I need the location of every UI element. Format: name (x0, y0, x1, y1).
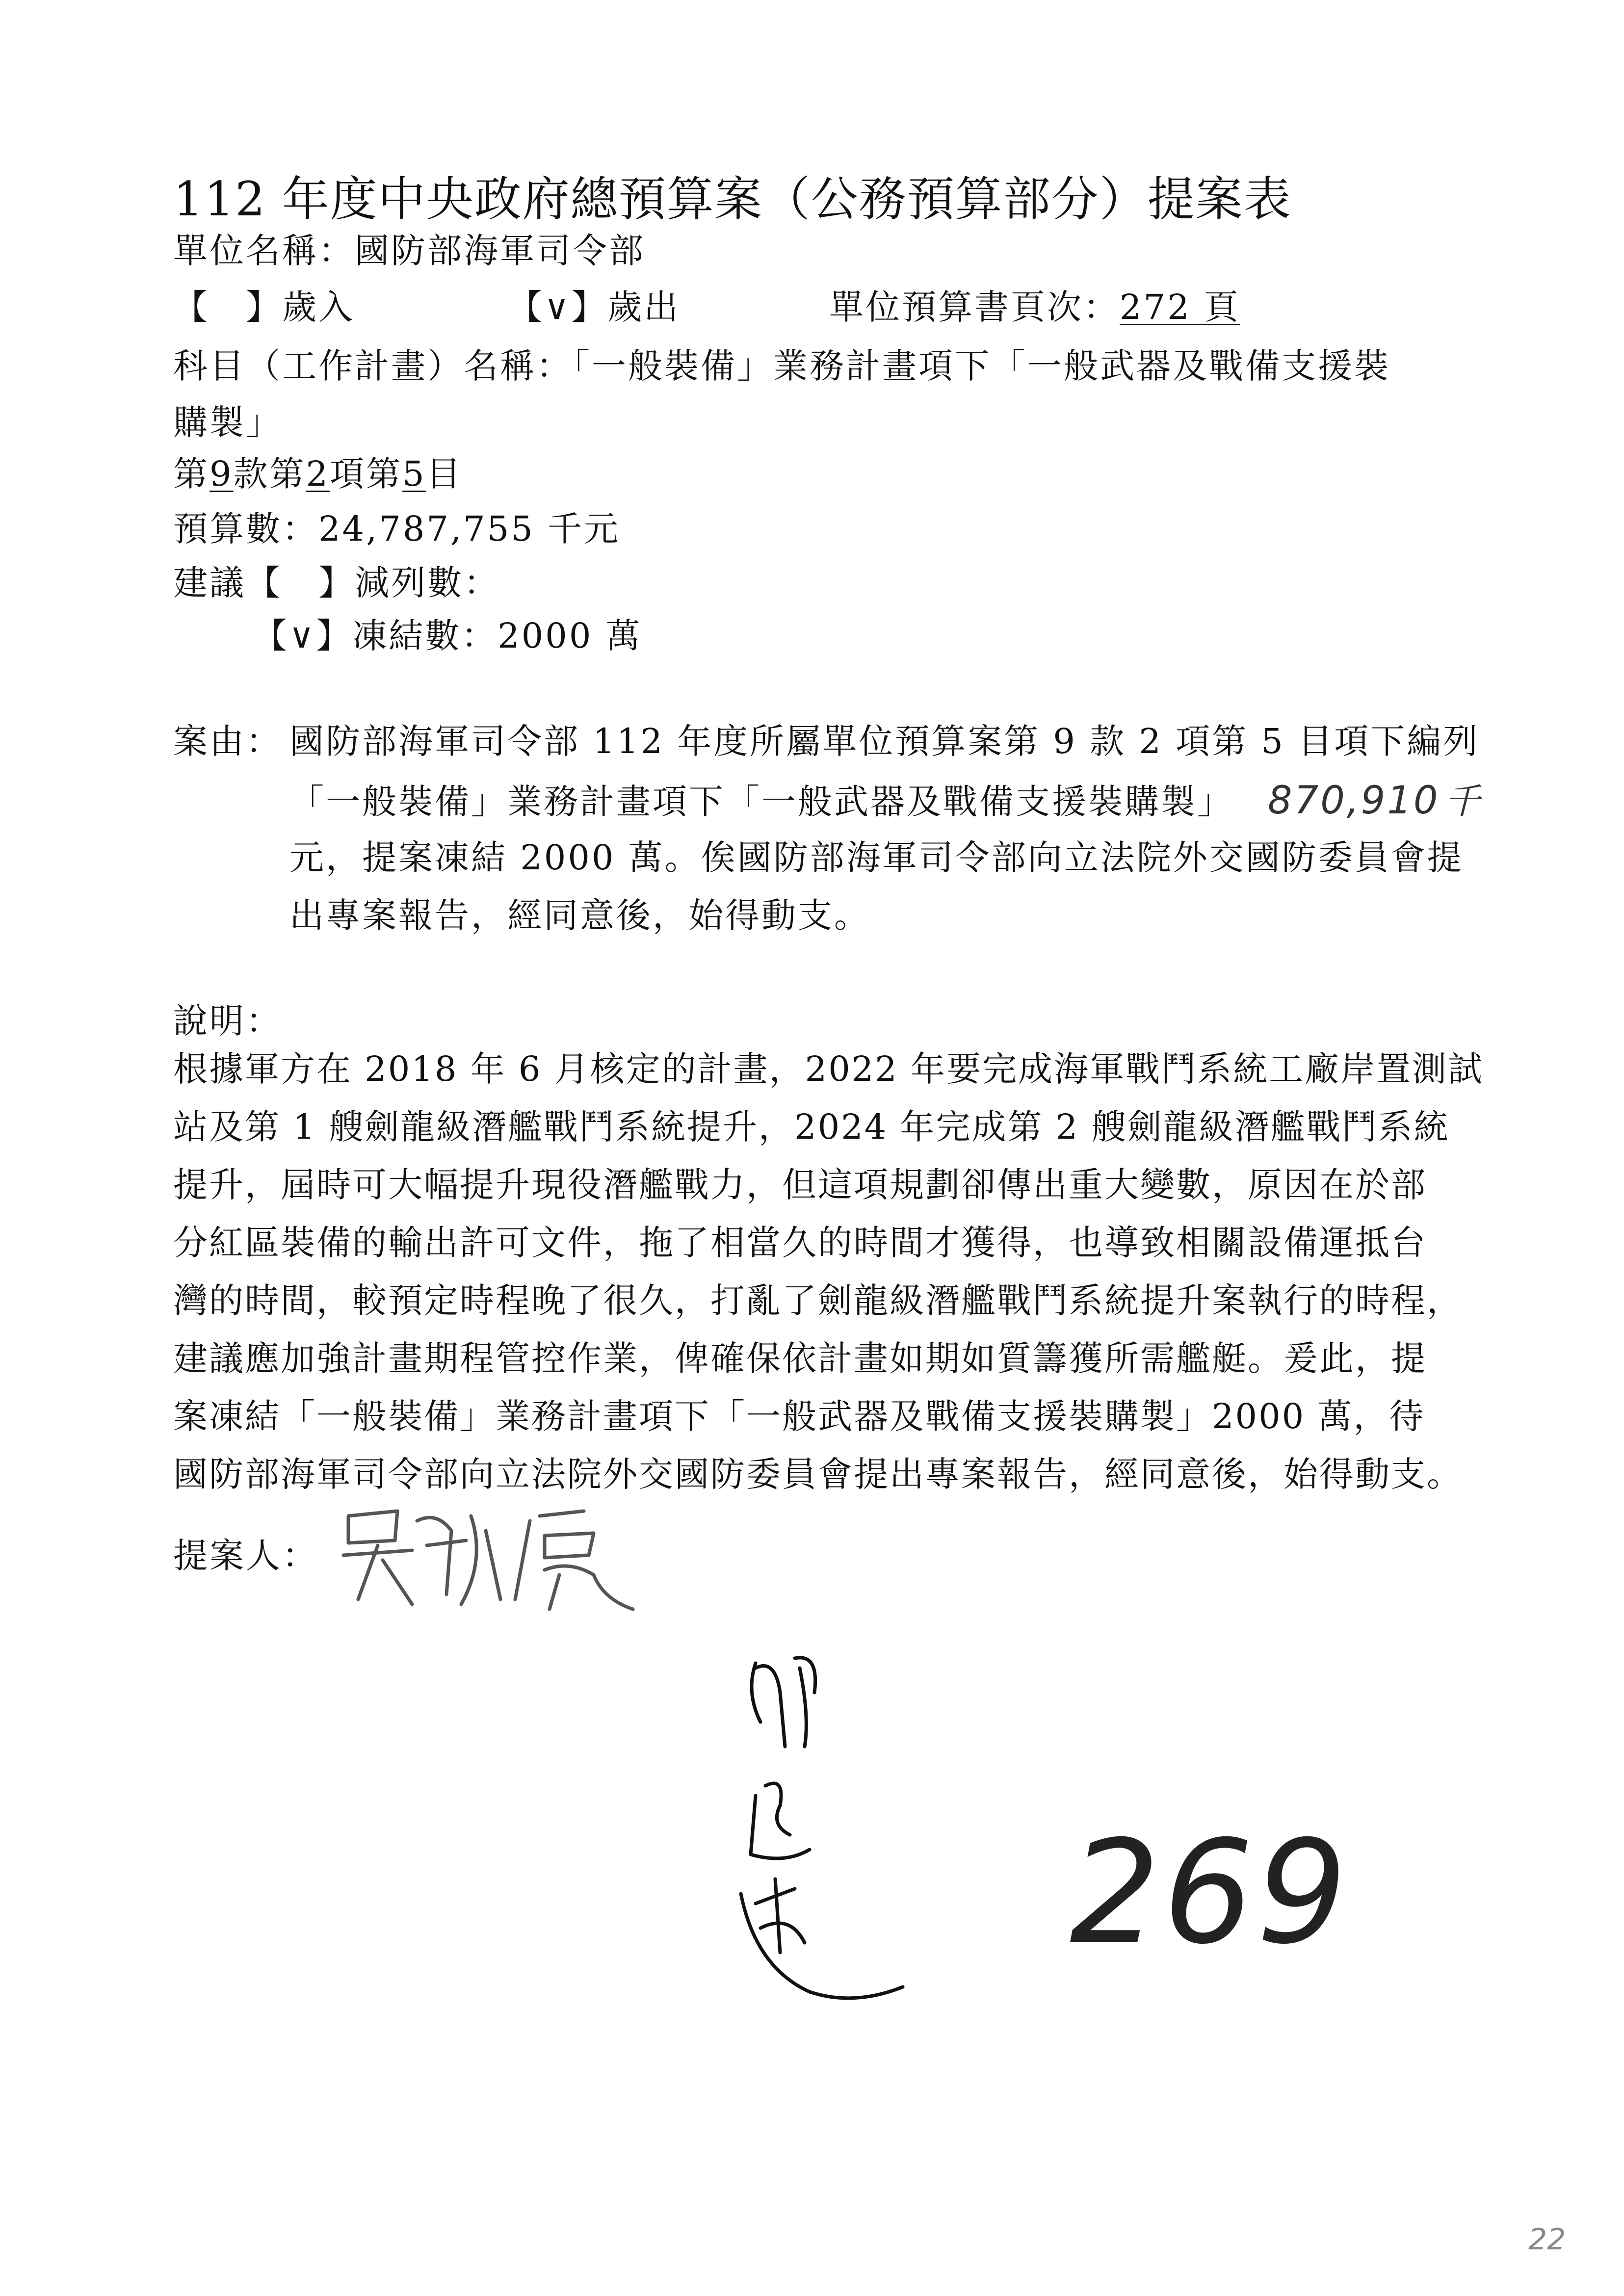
freeze-amount: 【∨】凍結數：2000 萬 (253, 616, 642, 656)
reduce-amount: 建議【 】減列數： (173, 563, 500, 603)
explanation-line: 灣的時間，較預定時程晚了很久，打亂了劍龍級潛艦戰鬥系統提升案執行的時程， (173, 1280, 1463, 1321)
explanation-line: 站及第 1 艘劍龍級潛艦戰鬥系統提升，2024 年完成第 2 艘劍龍級潛艦戰鬥系統 (173, 1107, 1450, 1147)
revenue-option: 【 】歲入 (173, 287, 355, 327)
handwritten-amount: 870,910 (1268, 779, 1440, 823)
case-line-4: 出專案報告，經同意後，始得動支。 (289, 895, 870, 936)
explanation-line: 案凍結「一般裝備」業務計畫項下「一般武器及戰備支援裝購製」2000 萬，待 (173, 1396, 1425, 1436)
handwritten-unit: 千 (1444, 781, 1482, 822)
unit-label: 單位名稱： (173, 231, 355, 271)
page-label: 單位預算書頁次： (829, 287, 1120, 327)
case-line-2 (289, 773, 1482, 824)
unit-row (173, 223, 645, 273)
subject-line-1: 科目（工作計畫）名稱：「一般裝備」業務計畫項下「一般武器及戰備支援裝 (173, 346, 1390, 386)
explanation-line: 建議應加強計畫期程管控作業，俾確保依計畫如期如質籌獲所需艦艇。爰此，提 (173, 1338, 1427, 1379)
explanation-line: 提升，屆時可大幅提升現役潛艦戰力，但這項規劃卻傳出重大變數，原因在於部 (173, 1165, 1427, 1205)
explanation-line: 分紅區裝備的輸出許可文件，拖了相當久的時間才獲得，也導致相關設備運抵台 (173, 1223, 1427, 1263)
corner-mark: 22 (1528, 2222, 1566, 2257)
subject-line-2: 購製」 (173, 402, 282, 443)
page-value: 272 頁 (1120, 287, 1240, 327)
case-line-2-text: 「一般裝備」業務計畫項下「一般武器及戰備支援裝購製」 (289, 782, 1233, 822)
item-mu: 5 (402, 454, 426, 494)
proposer-signature (339, 1501, 653, 1619)
proposer-label: 提案人： (173, 1536, 318, 1576)
explanation-body (173, 1040, 1484, 1503)
budget-amount: 預算數：24,787,755 千元 (173, 509, 621, 549)
item-xiang: 2 (306, 454, 330, 494)
page-title: 112 年度中央政府總預算案（公務預算部分）提案表 (173, 172, 1292, 227)
vertical-signature (726, 1648, 913, 2011)
item-text: 款第 (233, 454, 306, 494)
case-line-3: 元，提案凍結 2000 萬。俟國防部海軍司令部向立法院外交國防委員會提 (289, 837, 1464, 878)
item-text: 項第 (330, 454, 403, 494)
item-text: 目 (426, 454, 463, 494)
item-kuan: 9 (210, 454, 234, 494)
item-row (173, 446, 463, 496)
item-text: 第 (173, 454, 210, 494)
case-line-1: 國防部海軍司令部 112 年度所屬單位預算案第 9 款 2 項第 5 目項下編列 (289, 721, 1480, 761)
explanation-line: 國防部海軍司令部向立法院外交國防委員會提出專案報告，經同意後，始得動支。 (173, 1454, 1463, 1494)
case-label: 案由： (173, 721, 282, 761)
explanation-label: 說明： (173, 1001, 282, 1041)
explanation-line: 根據軍方在 2018 年 6 月核定的計畫，2022 年要完成海軍戰鬥系統工廠岸置測試 (173, 1049, 1484, 1089)
page-number (829, 280, 1240, 329)
expenditure-option: 【∨】歲出 (508, 287, 681, 327)
unit-name: 國防部海軍司令部 (355, 231, 645, 271)
handwritten-number: 269 (1070, 1810, 1350, 1976)
